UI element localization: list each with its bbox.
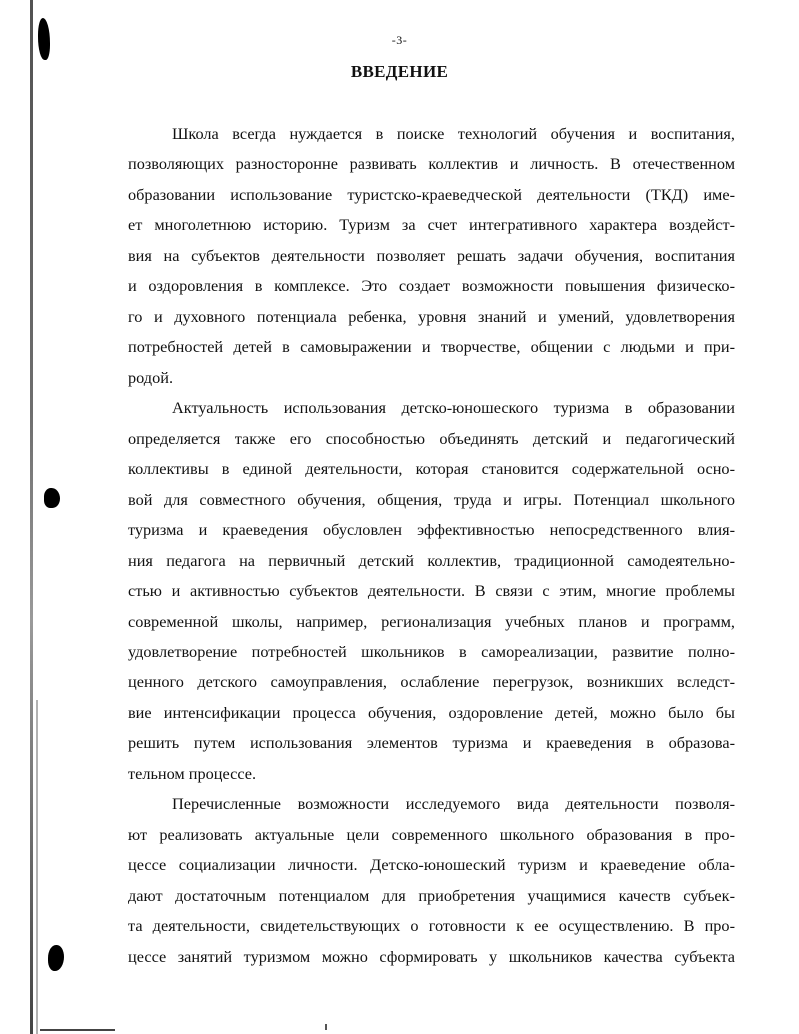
text-line: решить путем использования элементов туризма и краеведения в образова-: [128, 733, 735, 753]
text-line: Школа всегда нуждается в поиске технологий обучения и воспитания,: [172, 124, 735, 143]
text-line: цессе занятий туризмом можно сформировать у школьников качества субъекта: [128, 946, 735, 966]
text-line: удовлетворение потребностей школьников в самореализации, развитие полно-: [128, 641, 735, 661]
scan-bottom-rule: [40, 1029, 115, 1031]
text-line: образовании использование туристско-краеведческой деятельности (ТКД) име-: [128, 184, 735, 204]
text-line: вой для совместного обучения, общения, труда и игры. Потенциал школьного: [128, 489, 735, 509]
text-line: позволяющих разносторонне развивать коллектив и личность. В отечественном: [128, 154, 735, 174]
text-line: стью и активностью субъектов деятельности. В связи с этим, многие проблемы: [128, 581, 735, 601]
text-line: го и духовного потенциала ребенка, уровня знаний и умений, удовлетворения: [128, 306, 735, 326]
text-line: ценного детского самоуправления, ослабление перегрузок, возникших вследст-: [128, 672, 735, 692]
text-line: и оздоровления в комплексе. Это создает возможности повышения физическо-: [128, 276, 735, 296]
text-line: ет многолетнюю историю. Туризм за счет интегративного характера воздейст-: [128, 215, 735, 235]
scan-edge-artifact-secondary: [36, 700, 38, 1034]
text-line: современной школы, например, регионализация учебных планов и программ,: [128, 611, 735, 631]
text-line: туризма и краеведения обусловлен эффективностью непосредственного влия-: [128, 520, 735, 540]
text-line: дают достаточным потенциалом для приобретения учащимися качеств субъек-: [128, 885, 735, 905]
binding-hole-mark-middle: [44, 488, 60, 508]
text-line: цессе социализации личности. Детско-юношеский туризм и краеведение обла-: [128, 855, 735, 875]
text-line: та деятельности, свидетельствующих о готовности к ее осуществлению. В про-: [128, 916, 735, 936]
text-line: ния педагога на первичный детский коллектив, традиционной самодеятельно-: [128, 550, 735, 570]
binding-hole-mark-bottom: [48, 945, 64, 971]
text-line: Перечисленные возможности исследуемого вида деятельности позволя-: [172, 794, 735, 814]
scan-edge-artifact: [30, 0, 33, 1034]
text-line: потребностей детей в самовыражении и творчестве, общении с людьми и при-: [128, 337, 735, 357]
page-number: -3-: [391, 33, 408, 47]
text-line: вие интенсификации процесса обучения, оздоровление детей, можно было бы: [128, 702, 735, 722]
section-title: ВВЕДЕНИЕ: [350, 62, 449, 81]
text-line: родой.: [128, 367, 174, 387]
text-line: тельном процессе.: [128, 763, 257, 783]
body-text: [128, 119, 735, 972]
scan-speck: [325, 1024, 327, 1030]
text-line: ют реализовать актуальные цели современного школьного образования в про-: [128, 824, 735, 844]
text-line: Актуальность использования детско-юношеского туризма в образовании: [172, 398, 735, 418]
text-line: коллективы в единой деятельности, которая становится содержательной осно-: [128, 459, 735, 479]
text-line: определяется также его способностью объединять детский и педагогический: [128, 428, 735, 448]
text-line: вия на субъектов деятельности позволяет решать задачи обучения, воспитания: [128, 245, 735, 265]
